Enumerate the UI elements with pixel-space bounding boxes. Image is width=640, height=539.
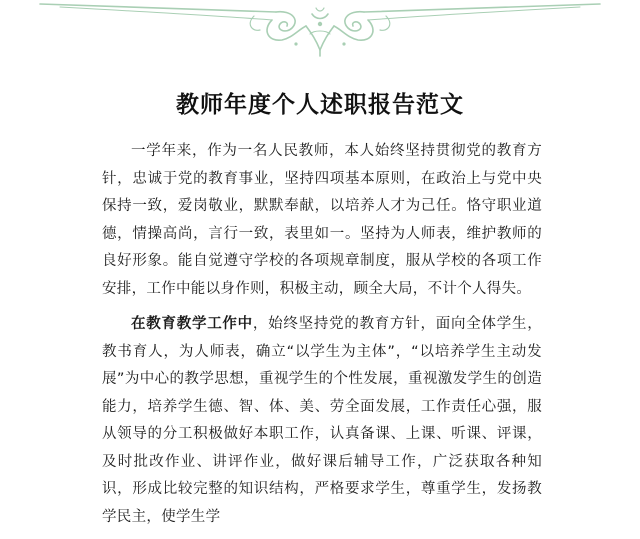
paragraph-lead: 在教育教学工作中	[131, 316, 253, 332]
document-title: 教师年度个人述职报告范文	[176, 92, 464, 118]
floral-scroll-icon	[40, 4, 600, 56]
paragraph	[102, 138, 542, 303]
header-ornament	[0, 0, 640, 60]
paragraph-text: 一学年来，作为一名人民教师，本人始终坚持贯彻党的教育方针，忠诚于党的教育事业，坚持四项基本原则，在政治上与党中央保持一致，爱岗敬业，默默奉献，以培养人才为己任。恪守职业道德，情操高尚，言行一致，表里如一。坚持为人师表，维护教师的良好形象。能自觉遵守学校的各项规章制度，服从学校的各项工作安排，工作中能以身作则，积极主动，顾全大局，不计个人得失。	[102, 143, 542, 297]
paragraph-text: ，始终坚持党的教育方针，面向全体学生，教书育人，为人师表，确立“以学生为主体”，“以培养学生主动发展”为中心的教学思想，重视学生的个性发展，重视激发学生的创造能力，培养学生德、智、体、美、劳全面发展，工作责任心强，服从领导的分工积极做好本职工作，认真备课、上课、听课、评课，及时批改作业、讲评作业，做好课后辅导工作，广泛获取各种知识，形成比较完整的知识结构，严格要求学生，尊重学生，发扬教学民主，使学生学	[102, 316, 542, 525]
document-body	[102, 138, 542, 539]
paragraph	[102, 311, 542, 531]
